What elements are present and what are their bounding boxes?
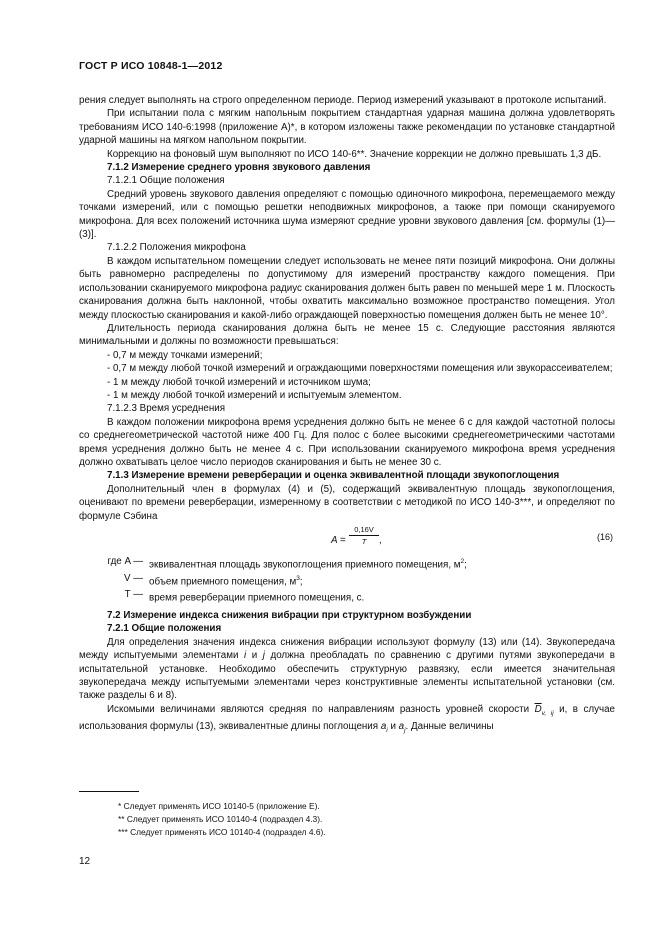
- footnote: * Следует применять ИСО 10140-5 (приложение Е).: [118, 801, 320, 811]
- page-content: [79, 94, 615, 738]
- formula-lhs: A =: [331, 535, 346, 546]
- paragraph: Искомыми величинами являются средняя по направлениям разность уровней скорости $\overline{D}_{v, ij}$ и, в случае использования формулы (13), эквивалентные длины поглощения $a_i$ и $a_j$. Данные величины: [79, 703, 615, 735]
- where-row: [79, 572, 615, 589]
- equation-number: (16): [596, 532, 613, 542]
- paragraph: Длительность периода сканирования должна быть не менее 15 с. Следующие расстояния являются минимальными и должны по возможности превышаться:: [79, 322, 615, 348]
- list-item: - 0,7 м между любой точкой измерений и ограждающими поверхностями помещения или звукорассеивателем;: [107, 363, 613, 375]
- where-symbol: V —: [123, 572, 143, 584]
- paragraph: Коррекцию на фоновый шум выполняют по ИСО 140-6**. Значение коррекции не должно превышать 1,3 дБ.: [107, 148, 602, 160]
- formula-fraction: [349, 525, 379, 546]
- list-item: - 1 м между любой точкой измерений и испытуемым элементом.: [107, 389, 402, 401]
- formula-numerator: 0,16V: [349, 525, 379, 536]
- where-symbol: T —: [124, 589, 143, 601]
- where-symbol: где A —: [107, 556, 143, 567]
- paragraph: В каждом положении микрофона время усреднения должно быть не менее 6 с для каждой частотной полосы со среднегеометрической частотой ниже 400 Гц. Для полос с более высокими среднегеометрическими частотами время усреднения должно быть не менее 4 с. При использовании сканируемого микрофона время усреднения должно охватывать целое число периодов сканирования и быть не менее 30 с.: [79, 416, 615, 468]
- section-heading-7-2: 7.2 Измерение индекса снижения вибрации при структурном возбуждении: [107, 610, 472, 622]
- footnote-separator: [79, 791, 139, 792]
- list-item: - 0,7 м между точками измерений;: [107, 349, 263, 361]
- section-heading-7-1-3: 7.1.3 Измерение времени реверберации и оценка эквивалентной площади звукопоглощения: [107, 470, 560, 482]
- list-item: - 1 м между любой точкой измерений и источником шума;: [107, 376, 371, 388]
- paragraph: При испытании пола с мягким напольным покрытием стандартная ударная машина должна удовлетворять требованиям ИСО 140-6:1998 (приложение А)*, в котором изложены также рекомендации по установке стандартной ударной машины на мягком напольном покрытии.: [79, 108, 615, 147]
- section-heading-7-1-2: 7.1.2 Измерение среднего уровня звукового давления: [107, 162, 371, 174]
- sabine-formula: [79, 525, 615, 555]
- paragraph: Средний уровень звукового давления определяют с помощью одиночного микрофона, перемещаемого между точками измерений, или с помощью решетки неподвижных микрофонов, а также при помощи сканируемого микрофона. Для всех положений источника шума измеряют средние уровни звукового давления [см. формулы (1)—(3)].: [79, 188, 615, 241]
- paragraph: Для определения значения индекса снижения вибрации используют формулу (13) или (14). Звукопередача между испытуемыми элементами i и j должна преобладать по сравнению с другими путями звукопередачи в испытательной установке. Необходимо обеспечить структурную развязку, если имеется значительная звукопередача между испытуемыми элементами через конструктивные элементы испытательной установки (см. также разделы 6 и 8).: [79, 636, 615, 702]
- where-text: объем приемного помещения, $м^3$;: [149, 574, 303, 587]
- section-heading-7-2-1: 7.2.1 Общие положения: [107, 623, 222, 635]
- formula-denominator: T: [361, 537, 367, 546]
- where-text: время реверберации приемного помещения, с.: [149, 592, 365, 604]
- footnote: *** Следует применять ИСО 10140-4 (подраздел 4.6).: [118, 827, 326, 837]
- subsection-heading-7-1-2-3: 7.1.2.3 Время усреднения: [107, 403, 226, 415]
- where-row: [79, 555, 615, 572]
- formula-comma: ,: [379, 535, 382, 546]
- paragraph: В каждом испытательном помещении следует использовать не менее пяти позиций микрофона. Они должны быть равномерно распределены по допустимому для измерений пространству каждого помещения. При использовании сканируемого микрофона радиус сканирования должен быть равен по меньшей мере 1 м. Плоскость сканирования должна быть наклонной, чтобы охватить максимально возможное пространство помещения. Угол между плоскостью сканирования и какой-либо ограждающей поверхностью помещения должен быть не менее 10°.: [79, 255, 615, 321]
- footnote: ** Следует применять ИСО 10140-4 (подраздел 4.3).: [118, 814, 323, 824]
- paragraph: рения следует выполнять на строго определенном периоде. Период измерений указывают в протоколе испытаний.: [79, 95, 607, 106]
- where-text: эквивалентная площадь звукопоглощения приемного помещения, $м^2$;: [149, 558, 467, 571]
- paragraph: Дополнительный член в формулах (4) и (5), содержащий эквивалентную площадь звукопоглощения, оценивают по времени реверберации, измеренному в соответствии с методикой по ИСО 140-3***, и определяют по формуле Сэбина: [79, 483, 615, 522]
- subsection-heading-7-1-2-1: 7.1.2.1 Общие положения: [107, 175, 225, 187]
- document-header: ГОСТ Р ИСО 10848-1—2012: [79, 60, 223, 72]
- subsection-heading-7-1-2-2: 7.1.2.2 Положения микрофона: [107, 242, 246, 254]
- where-row: [79, 588, 615, 605]
- page-number: 12: [79, 856, 91, 867]
- footnotes: [118, 800, 326, 839]
